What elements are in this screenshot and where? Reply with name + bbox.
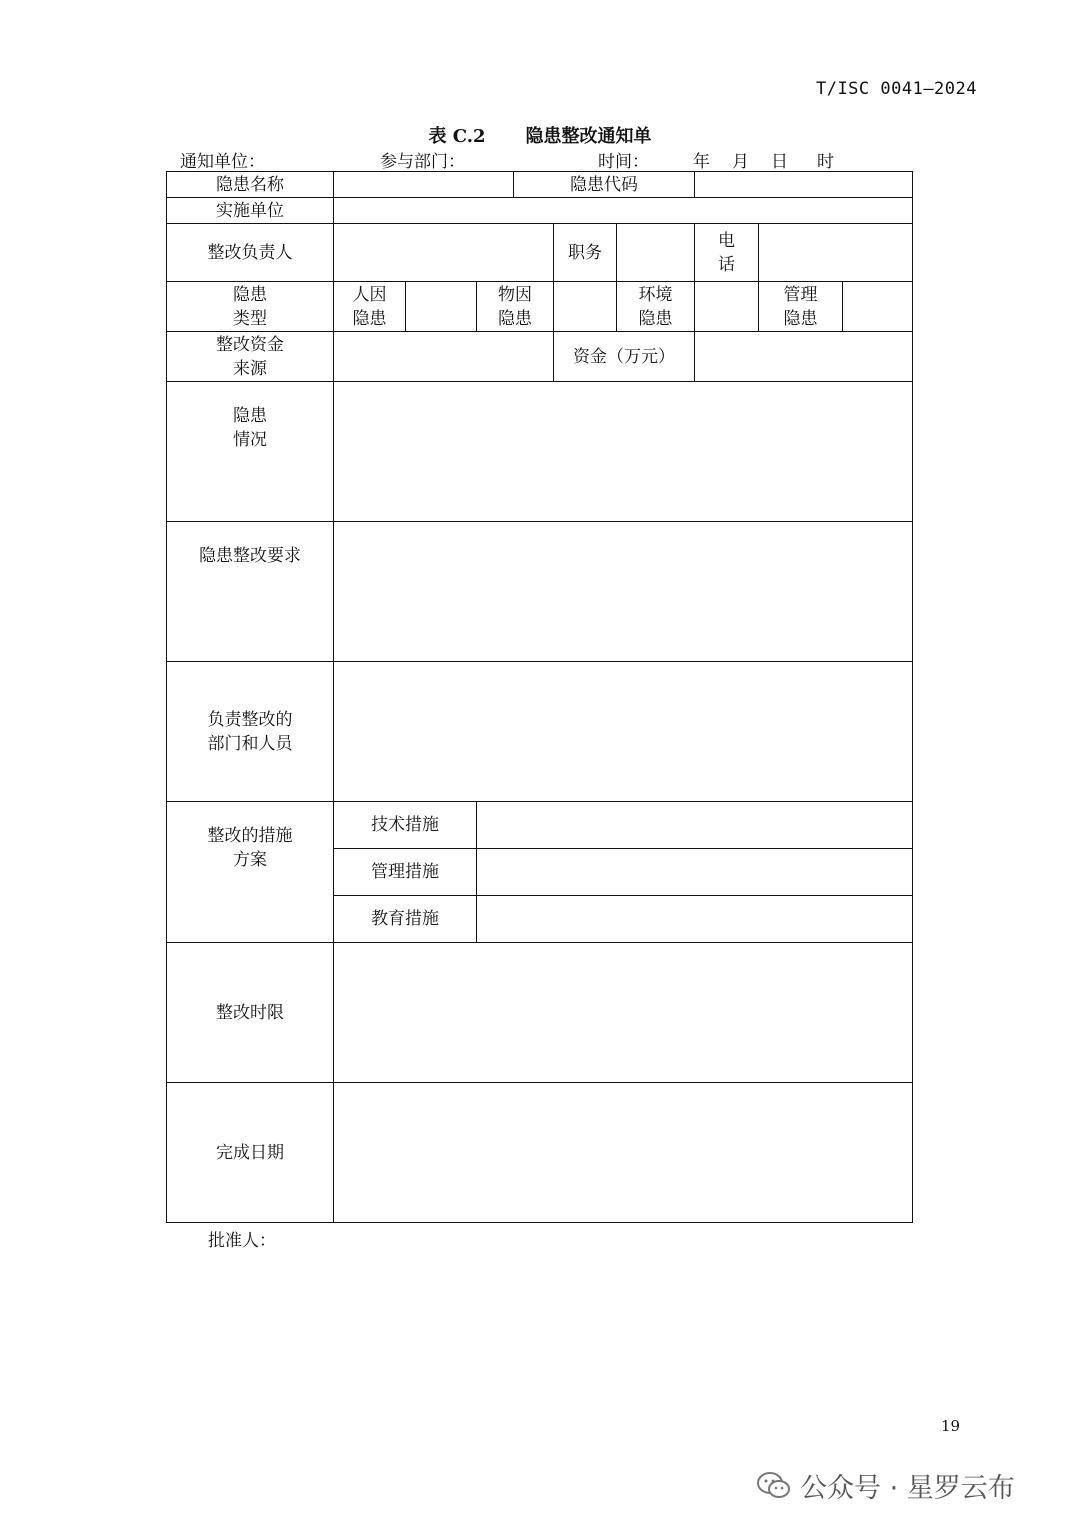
tech-measures-field[interactable] — [477, 802, 913, 849]
responsible-dept-label: 负责整改的 部门和人员 — [167, 662, 334, 802]
deadline-label: 整改时限 — [167, 943, 334, 1083]
day-label: 日 — [771, 152, 788, 172]
responsible-person-label: 整改负责人 — [167, 224, 334, 282]
position-field[interactable] — [617, 224, 695, 282]
table-title: 隐患整改通知单 — [525, 126, 652, 147]
fund-amount-field[interactable] — [695, 332, 913, 382]
human-factor-label: 人因 隐患 — [334, 282, 406, 332]
hazard-situation-label: 隐患 情况 — [167, 382, 334, 522]
rectification-notice-table — [166, 171, 913, 1223]
page-number: 19 — [941, 1417, 961, 1435]
rectification-requirement-field[interactable] — [334, 522, 913, 662]
human-factor-field[interactable] — [406, 282, 477, 332]
management-factor-label: 管理 隐患 — [759, 282, 843, 332]
hazard-name-field[interactable] — [334, 172, 514, 198]
material-factor-field[interactable] — [554, 282, 617, 332]
wechat-icon — [756, 1471, 792, 1501]
deadline-field[interactable] — [334, 943, 913, 1083]
hazard-name-label: 隐患名称 — [167, 172, 334, 198]
material-factor-label: 物因 隐患 — [477, 282, 554, 332]
standard-number: T/ISC 0041—2024 — [815, 79, 977, 99]
phone-field[interactable] — [759, 224, 913, 282]
edu-measures-label: 教育措施 — [334, 896, 477, 943]
table-caption — [0, 122, 1080, 148]
management-factor-field[interactable] — [843, 282, 913, 332]
phone-label: 电 话 — [695, 224, 759, 282]
fund-source-field[interactable] — [334, 332, 554, 382]
month-label: 月 — [732, 152, 749, 172]
position-label: 职务 — [554, 224, 617, 282]
hazard-code-field[interactable] — [695, 172, 913, 198]
mgmt-measures-label: 管理措施 — [334, 849, 477, 896]
watermark-text: 公众号 · 星罗云布 — [800, 1473, 1015, 1504]
time-label: 时间： — [598, 152, 649, 172]
tech-measures-label: 技术措施 — [334, 802, 477, 849]
responsible-dept-field[interactable] — [334, 662, 913, 802]
hazard-code-label: 隐患代码 — [514, 172, 695, 198]
mgmt-measures-field[interactable] — [477, 849, 913, 896]
rectification-requirement-label: 隐患整改要求 — [167, 522, 334, 662]
measures-plan-label: 整改的措施 方案 — [167, 802, 334, 943]
notifying-unit-label: 通知单位： — [180, 152, 265, 172]
year-label: 年 — [693, 152, 710, 172]
environment-factor-label: 环境 隐患 — [617, 282, 695, 332]
hazard-situation-field[interactable] — [334, 382, 913, 522]
impl-unit-field[interactable] — [334, 198, 913, 224]
hour-label: 时 — [817, 152, 834, 172]
hazard-type-label: 隐患 类型 — [167, 282, 334, 332]
finish-date-label: 完成日期 — [167, 1083, 334, 1223]
approver-label: 批准人： — [208, 1231, 276, 1251]
edu-measures-field[interactable] — [477, 896, 913, 943]
participating-dept-label: 参与部门： — [380, 152, 465, 172]
finish-date-field[interactable] — [334, 1083, 913, 1223]
environment-factor-field[interactable] — [695, 282, 759, 332]
responsible-person-field[interactable] — [334, 224, 554, 282]
fund-amount-label: 资金（万元） — [554, 332, 695, 382]
watermark — [756, 1466, 1015, 1505]
impl-unit-label: 实施单位 — [167, 198, 334, 224]
table-number: 表 C.2 — [428, 126, 486, 147]
fund-source-label: 整改资金 来源 — [167, 332, 334, 382]
